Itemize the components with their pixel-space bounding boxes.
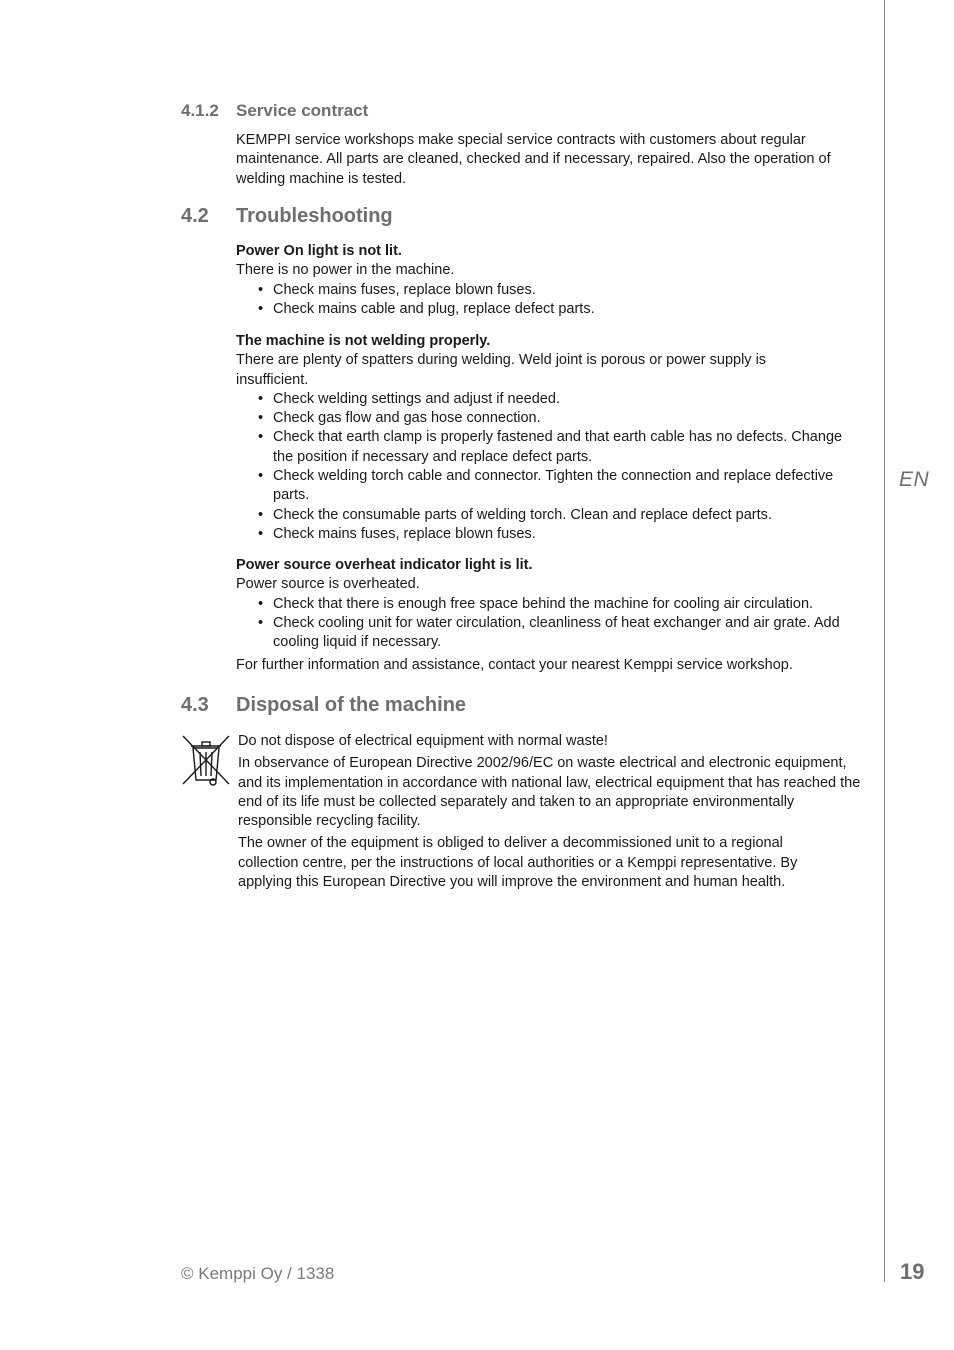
section-number: 4.1.2 xyxy=(181,101,219,120)
issue-overheat xyxy=(236,556,862,676)
list-item: • Check welding settings and adjust if needed. xyxy=(236,390,862,409)
issue-title: Power source overheat indicator light is lit. xyxy=(236,557,533,573)
list-item: • Check welding torch cable and connector. Tighten the connection and replace defective parts. xyxy=(236,467,862,506)
list-item: • Check that earth clamp is properly fastened and that earth cable has no defects. Change the position if necessary and replace defect parts. xyxy=(236,428,862,467)
check-list xyxy=(236,595,862,653)
list-item: • Check that there is enough free space behind the machine for cooling air circulation. xyxy=(236,595,862,614)
issue-title: Power On light is not lit. xyxy=(236,243,402,259)
margin-divider xyxy=(884,0,885,1282)
paragraph: The owner of the equipment is obliged to deliver a decommissioned unit to a regional collection centre, per the instructions of local authorities or a Kemppi representative. By applying this European Directive you will improve the environment and human health. xyxy=(238,835,798,891)
section-title: Service contract xyxy=(236,101,369,120)
issue-description: There is no power in the machine. xyxy=(236,262,455,279)
assistance-note: For further information and assistance, contact your nearest Kemppi service workshop. xyxy=(236,657,793,674)
weee-crossed-bin-icon xyxy=(180,734,232,788)
issue-description: There are plenty of spatters during welding. Weld joint is porous or power supply is insufficient. xyxy=(236,352,767,388)
list-item: • Check mains fuses, replace blown fuses. xyxy=(236,281,862,300)
paragraph: KEMPPI service workshops make special service contracts with customers about regular maintenance. All parts are cleaned, checked and if necessary, repaired. Also the operation of welding machine is tested. xyxy=(236,132,831,187)
disposal-body xyxy=(238,732,862,895)
section-title: Troubleshooting xyxy=(236,205,393,227)
service-contract-body xyxy=(236,131,862,189)
list-item: • Check the consumable parts of welding torch. Clean and replace defect parts. xyxy=(236,506,862,525)
section-title: Disposal of the machine xyxy=(236,694,467,716)
section-number: 4.3 xyxy=(181,694,209,716)
paragraph: In observance of European Directive 2002/96/EC on waste electrical and electronic equipment, and its implementation in accordance with national law, electrical equipment that has reached the end of its life must be collected separately and taken to an appropriate environmentally responsible recycling facility. xyxy=(238,755,861,830)
section-heading-4-2 xyxy=(181,205,393,228)
issue-description: Power source is overheated. xyxy=(236,576,420,593)
check-list xyxy=(236,390,862,544)
issue-power-on xyxy=(236,242,862,319)
copyright: © Kemppi Oy / 1338 xyxy=(181,1264,335,1283)
list-item: • Check cooling unit for water circulation, cleanliness of heat exchanger and air grate. Add cooling liquid if necessary. xyxy=(236,614,862,653)
list-item: • Check gas flow and gas hose connection. xyxy=(236,409,862,428)
section-heading-4-1-2 xyxy=(181,101,368,121)
issue-title: The machine is not welding properly. xyxy=(236,333,491,349)
page-number: 19 xyxy=(900,1259,925,1284)
list-item: • Check mains cable and plug, replace defect parts. xyxy=(236,300,862,319)
section-heading-4-3 xyxy=(181,694,466,717)
paragraph: Do not dispose of electrical equipment with normal waste! xyxy=(238,733,608,749)
list-item: • Check mains fuses, replace blown fuses. xyxy=(236,525,862,544)
section-number: 4.2 xyxy=(181,205,209,227)
check-list xyxy=(236,281,862,320)
issue-not-welding xyxy=(236,332,862,544)
language-tab: EN xyxy=(899,468,930,491)
